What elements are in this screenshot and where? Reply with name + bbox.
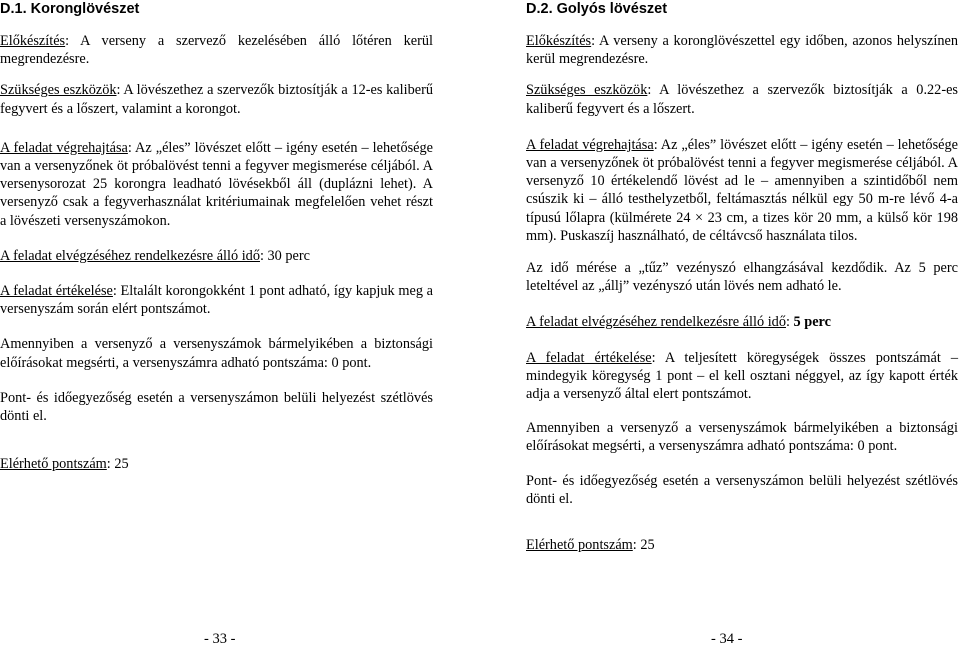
time-sep: :: [785, 314, 794, 331]
tools-label: Szükséges eszközök: [0, 82, 117, 99]
time-paragraph: [0, 247, 433, 265]
eval-text: : A teljesített köregységek összes pontszámát – mindegyik köregység 1 pont – el kell osztani néggyel, az így kapott érték adja a versenyző által elert pontszámot.: [526, 349, 958, 403]
tools-text: : A lövészethez a szervezők biztosítják a 0.22-es kaliberű fegyvert és a lőszert.: [526, 82, 958, 117]
eval-label: A feladat értékelése: [526, 349, 652, 366]
time-value: 30 perc: [267, 247, 311, 264]
start-paragraph: Az idő mérése a „tűz” vezényszó elhangzásával kezdődik. Az 5 perc leteltével az „állj” vezényszó után lövés nem adható le.: [526, 260, 958, 295]
task-paragraph: [526, 136, 958, 245]
points-value: 25: [114, 456, 129, 473]
left-column: [0, 0, 433, 473]
time-paragraph: [526, 313, 958, 331]
prep-label: Előkészítés: [0, 33, 66, 49]
page-number-right: - 34 -: [711, 631, 743, 647]
eval-label: A feladat értékelése: [0, 283, 113, 300]
tools-text: : A lövészethez a szervezők biztosítják a 12-es kaliberű fegyvert és a lőszert, valamint a korongot.: [0, 82, 433, 117]
time-label: A feladat elvégzéséhez rendelkezésre álló idő: [526, 314, 786, 331]
points-value: 25: [640, 537, 655, 554]
points-sep: :: [632, 537, 641, 554]
prep-label: Előkészítés: [526, 33, 592, 49]
right-column: [526, 0, 958, 554]
task-label: A feladat végrehajtása: [526, 136, 654, 153]
points-paragraph: [526, 536, 958, 554]
eval-text: : Eltalált korongokként 1 pont adható, így kapjuk meg a versenyszám során elért pontszámot.: [0, 283, 433, 318]
time-sep: :: [259, 247, 268, 264]
task-text: : Az „éles” lövészet előtt – igény esetén – lehetősége van a versenyzőnek öt próbalövést tenni a fegyver megismerése céljából. A versenyző 10 értékelendő lövést ad le – amennyiben a szintidőből nem csúszik ki – álló testhelyzetből, feltámasztás nélkül egy 50 m-re lévő 4-a típusú lőlapra (külmérete 24 × 23 cm, a tizes kör 20 mm, a külső kör 198 mm). Puskaszíj használható, de céltávcső használata tilos.: [526, 136, 958, 244]
tie-paragraph: Pont- és időegyezőség esetén a versenyszámon belüli helyezést szétlövés dönti el.: [0, 389, 433, 425]
task-paragraph: [0, 139, 433, 230]
task-label: A feladat végrehajtása: [0, 139, 128, 156]
points-label: Elérhető pontszám: [0, 456, 107, 473]
points-paragraph: [0, 455, 433, 473]
tools-paragraph: [526, 81, 958, 117]
page-number-left: - 33 -: [204, 631, 236, 647]
tools-paragraph: [0, 81, 433, 117]
safety-paragraph: Amennyiben a versenyző a versenyszámok bármelyikében a biztonsági előírásokat megsérti, a versenyszámra adható pontszáma: 0 pont.: [0, 336, 433, 371]
eval-paragraph: [526, 349, 958, 404]
tools-label: Szükséges eszközök: [526, 82, 648, 99]
time-label: A feladat elvégzéséhez rendelkezésre álló idő: [0, 247, 260, 264]
prep-text: : A verseny a szervező kezelésében álló lőtéren kerül megrendezésre.: [0, 33, 433, 68]
points-sep: :: [106, 456, 115, 473]
prep-paragraph: [526, 32, 958, 68]
time-value: 5 perc: [793, 314, 831, 331]
prep-text: : A verseny a koronglövészettel egy időben, azonos helyszínen kerül megrendezésre.: [526, 33, 958, 68]
task-text: : Az „éles” lövészet előtt – igény esetén – lehetősége van a versenyzőnek öt próbalövést tenni a fegyver megismerése céljából. A versenysorozat 25 korongra leadható lövésekből áll (duplázni lehet). A versenyző csak a fegyverhasználat kritériumainak megfelelően vehet részt a lövészeti versenyszámokon.: [0, 139, 433, 229]
section-heading-d2: D.2. Golyós lövészet: [526, 1, 668, 17]
points-label: Elérhető pontszám: [526, 537, 633, 554]
prep-paragraph: [0, 32, 433, 68]
tie-paragraph: Pont- és időegyezőség esetén a versenyszámon belüli helyezést szétlövés dönti el.: [526, 472, 958, 507]
eval-paragraph: [0, 282, 433, 318]
section-heading-d1: D.1. Koronglövészet: [0, 1, 140, 17]
safety-paragraph: Amennyiben a versenyző a versenyszámok bármelyikében a biztonsági előírásokat megsérti, a versenyszámra adható pontszáma: 0 pont.: [526, 420, 958, 455]
